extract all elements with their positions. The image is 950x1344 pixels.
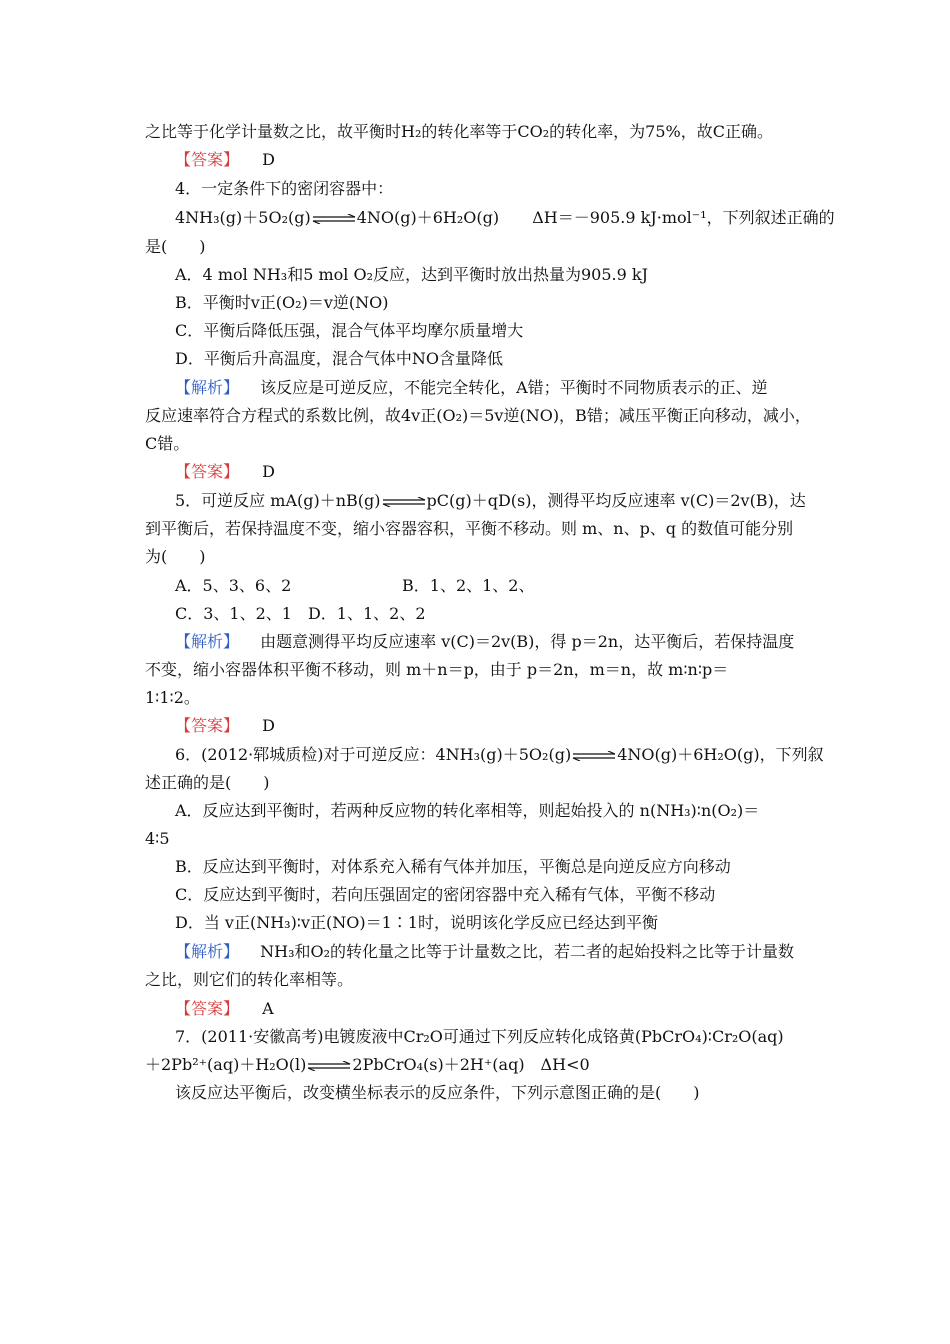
answer-tag: 【答案】 (175, 462, 240, 481)
text-line: 之比等于化学计量数之比，故平衡时H₂的转化率等于CO₂的转化率，为75%，故C正确。 (145, 122, 773, 141)
question-4-equation (175, 207, 835, 229)
answer-line (175, 998, 274, 1020)
analysis-tag: 【解析】 (175, 632, 240, 651)
option-a: A．5、3、6、2 (175, 576, 292, 595)
answer-tag: 【答案】 (175, 150, 240, 169)
equilibrium-arrow-icon (312, 214, 356, 224)
equation-left: 4NH₃(g)＋5O₂(g) (175, 208, 311, 227)
question-5-text: 5．可逆反应 mA(g)＋nB(g) (175, 491, 381, 510)
option-d: D．当 v正(NH₃)∶v正(NO)＝1∶1时，说明该化学反应已经达到平衡 (175, 913, 658, 932)
analysis-line: 1∶1∶2。 (145, 688, 200, 707)
analysis-text: 该反应是可逆反应，不能完全转化，A错；平衡时不同物质表示的正、逆 (260, 378, 768, 397)
option-a: A．反应达到平衡时，若两种反应物的转化率相等，则起始投入的 n(NH₃)∶n(O₂)＝ (175, 801, 760, 820)
option-a-cont: 4∶5 (145, 829, 170, 848)
question-6-line (175, 744, 824, 766)
option-b: B．1、2、1、2、 (402, 576, 535, 595)
enthalpy-text: ΔH＝－905.9 kJ·mol⁻¹，下列叙述正确的 (532, 208, 835, 227)
option-a: A．4 mol NH₃和5 mol O₂反应，达到平衡时放出热量为905.9 kJ (175, 265, 649, 284)
option-b: B．平衡时v正(O₂)＝v逆(NO) (175, 293, 389, 312)
analysis-tag: 【解析】 (175, 378, 240, 397)
option-c-d: C．3、1、2、1 D．1、1、2、2 (175, 604, 426, 623)
analysis-tag: 【解析】 (175, 942, 240, 961)
answer-line (175, 149, 275, 171)
option-c: C．反应达到平衡时，若向压强固定的密闭容器中充入稀有气体，平衡不移动 (175, 885, 716, 904)
question-6-text: 4NO(g)＋6H₂O(g)，下列叙 (617, 745, 824, 764)
question-7-text: 2PbCrO₄(s)＋2H⁺(aq) ΔH<0 (352, 1055, 590, 1074)
analysis-line: 反应速率符合方程式的系数比例，故4v正(O₂)＝5v逆(NO)，B错；减压平衡正向移动，减小， (145, 406, 811, 425)
option-d: D．平衡后升高温度，混合气体中NO含量降低 (175, 349, 503, 368)
question-7-line: 7．(2011·安徽高考)电镀废液中Cr₂O可通过下列反应转化成铬黄(PbCrO₄)∶Cr₂O(aq) (175, 1027, 784, 1046)
equation-right: 4NO(g)＋6H₂O(g) (356, 208, 500, 227)
analysis-line (175, 941, 794, 963)
question-4-stem-end: 是( ) (145, 237, 206, 256)
analysis-line: 不变，缩小容器体积平衡不移动，则 m＋n＝p，由于 p＝2n，m＝n，故 m∶n∶p＝ (145, 660, 729, 679)
analysis-line: 之比，则它们的转化率相等。 (145, 970, 354, 989)
analysis-line: C错。 (145, 434, 190, 453)
question-7-equation (145, 1054, 590, 1076)
question-6-text: 6．(2012·郓城质检)对于可逆反应：4NH₃(g)＋5O₂(g) (175, 745, 572, 764)
analysis-line (175, 377, 768, 399)
question-5-line: 到平衡后，若保持温度不变，缩小容器容积，平衡不移动。则 m、n、p、q 的数值可能分别 (145, 519, 794, 538)
question-6-line: 述正确的是( ) (145, 773, 270, 792)
analysis-text: 由题意测得平均反应速率 v(C)＝2v(B)，得 p＝2n，达平衡后，若保持温度 (260, 632, 795, 651)
option-b: B．反应达到平衡时，对体系充入稀有气体并加压，平衡总是向逆反应方向移动 (175, 857, 731, 876)
answer-value: A (262, 999, 274, 1018)
analysis-line (175, 631, 794, 653)
answer-line (175, 461, 275, 483)
analysis-text: NH₃和O₂的转化量之比等于计量数之比，若二者的起始投料之比等于计量数 (260, 942, 795, 961)
answer-value: D (262, 462, 275, 481)
answer-value: D (262, 150, 275, 169)
question-5-line: 为( ) (145, 547, 206, 566)
answer-tag: 【答案】 (175, 716, 240, 735)
question-4-stem: 4．一定条件下的密闭容器中： (175, 179, 394, 198)
equilibrium-arrow-icon (382, 497, 426, 507)
equilibrium-arrow-icon (572, 751, 616, 761)
question-7-text: ＋2Pb²⁺(aq)＋H₂O(l) (145, 1055, 307, 1074)
answer-value: D (262, 716, 275, 735)
question-5-text: pC(g)＋qD(s)，测得平均反应速率 v(C)＝2v(B)，达 (426, 491, 806, 510)
option-c: C．平衡后降低压强，混合气体平均摩尔质量增大 (175, 321, 524, 340)
question-7-line: 该反应达平衡后，改变横坐标表示的反应条件，下列示意图正确的是( ) (175, 1083, 700, 1102)
answer-tag: 【答案】 (175, 999, 240, 1018)
question-5-line (175, 490, 806, 512)
equilibrium-arrow-icon (307, 1061, 351, 1071)
answer-line (175, 715, 275, 737)
